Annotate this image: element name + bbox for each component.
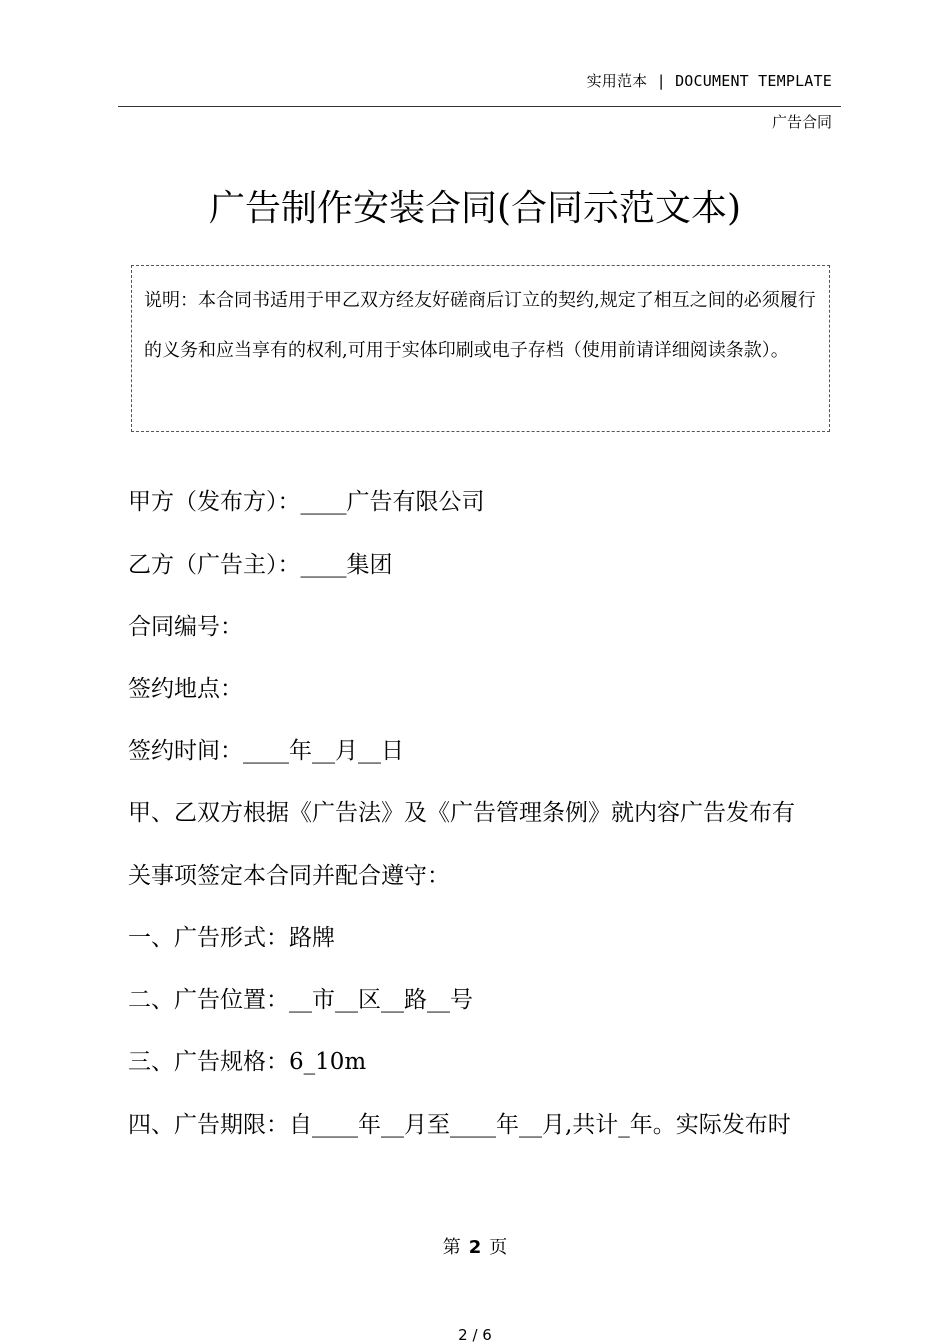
- header-category: 广告合同: [771, 113, 832, 131]
- note-text: 说明：本合同书适用于甲乙双方经友好磋商后订立的契约,规定了相互之间的必须履行的义务和应当享有的权利,可用于实体印刷或电子存档（使用前请详细阅读条款）。: [144, 290, 816, 361]
- item-ad-size: 三、广告规格：6_10m: [128, 1049, 367, 1075]
- contract-number-line: 合同编号：: [128, 614, 243, 640]
- party-b-line: 乙方（广告主）：____集团: [128, 552, 393, 578]
- header-divider: [118, 106, 841, 107]
- item-ad-period: 四、广告期限：自____年__月至____年__月,共计_年。实际发布时: [128, 1112, 791, 1138]
- header-brand: 实用范本 | DOCUMENT TEMPLATE: [586, 72, 832, 90]
- page-marker: [0, 1233, 950, 1259]
- item-ad-form: 一、广告形式：路牌: [128, 925, 335, 951]
- sign-place-line: 签约地点：: [128, 676, 243, 702]
- page-number: 2: [468, 1237, 482, 1258]
- sign-time-line: 签约时间：____年__月__日: [128, 738, 404, 764]
- document-title: 广告制作安装合同(合同示范文本): [208, 188, 742, 229]
- page-suffix: 页: [489, 1237, 508, 1258]
- item-ad-location: 二、广告位置：__市__区__路__号: [128, 987, 473, 1013]
- page-prefix: 第: [442, 1237, 461, 1258]
- page-count: 2 / 6: [458, 1326, 492, 1344]
- party-a-line: 甲方（发布方）：____广告有限公司: [128, 489, 485, 515]
- intro-line-2: 关事项签定本合同并配合遵守：: [128, 863, 450, 889]
- note-box: [131, 265, 830, 432]
- intro-line-1: 甲、乙双方根据《广告法》及《广告管理条例》就内容广告发布有: [128, 800, 795, 826]
